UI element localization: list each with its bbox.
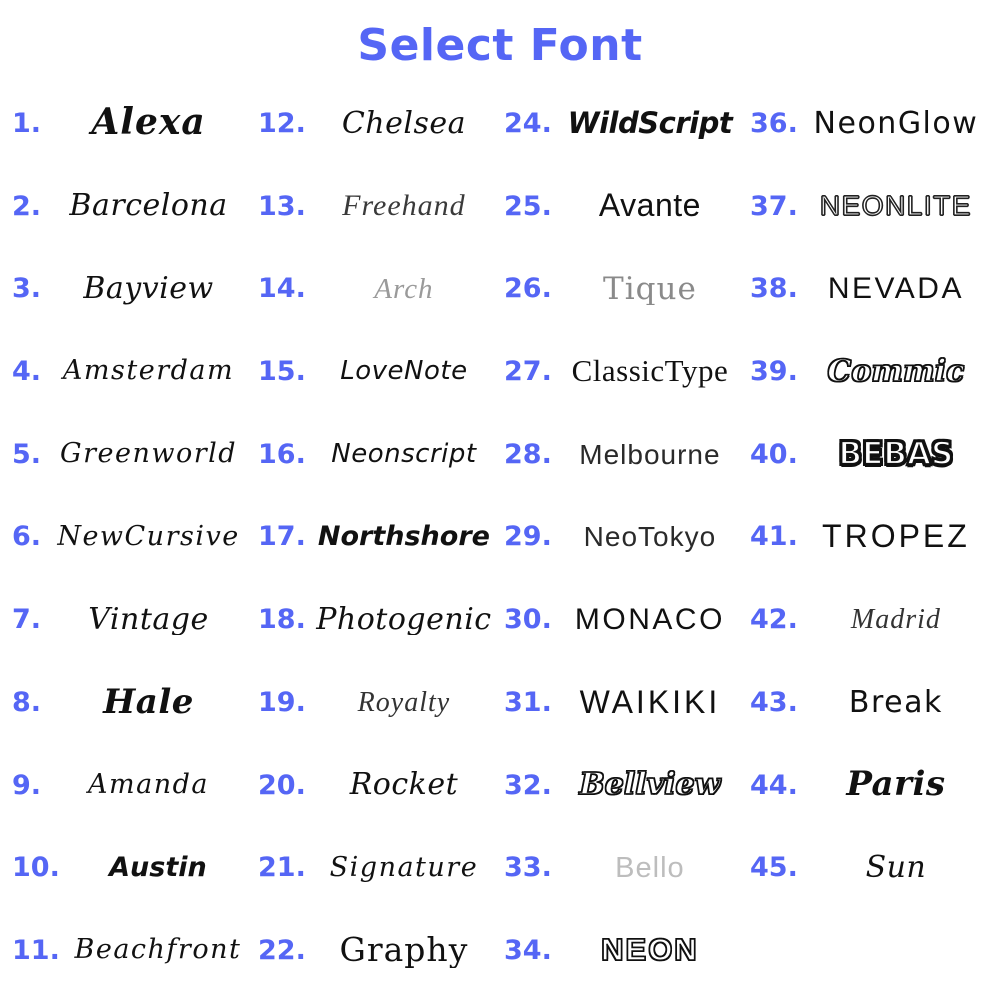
font-number: 42. — [750, 604, 798, 636]
font-name: Avante — [598, 189, 701, 223]
font-option-22[interactable] — [254, 909, 500, 992]
font-option-10[interactable] — [8, 827, 254, 910]
font-number: 34. — [504, 935, 552, 967]
font-option-30[interactable] — [500, 578, 746, 661]
font-name: NEONLITE — [819, 191, 972, 221]
font-number: 41. — [750, 521, 798, 553]
font-option-37[interactable] — [746, 247, 992, 330]
font-option-39[interactable] — [746, 413, 992, 496]
font-option-9[interactable] — [8, 744, 254, 827]
font-number: 26. — [504, 273, 552, 305]
font-number: 43. — [750, 686, 798, 718]
font-number: 25. — [504, 190, 552, 222]
font-number: 5. — [12, 438, 42, 470]
font-number: 44. — [750, 769, 798, 801]
font-name: Neonscript — [331, 440, 477, 468]
font-number: 3. — [12, 273, 42, 305]
font-number: 13. — [258, 190, 306, 222]
font-number: 27. — [504, 356, 552, 388]
font-option-11[interactable] — [8, 909, 254, 992]
font-number: 19. — [258, 686, 306, 718]
font-name: Greenworld — [60, 440, 238, 469]
font-name: Hale — [103, 684, 194, 721]
font-option-32[interactable] — [500, 744, 746, 827]
font-number: 39. — [750, 356, 798, 388]
font-name: Barcelona — [69, 190, 228, 222]
font-number: 21. — [258, 852, 306, 884]
font-number: 30. — [504, 604, 552, 636]
font-number: 20. — [258, 769, 306, 801]
font-name: Amanda — [88, 771, 209, 800]
font-number: 7. — [12, 604, 42, 636]
font-number: 40. — [750, 438, 798, 470]
font-name: Photogenic — [316, 603, 492, 636]
font-name: Bayview — [83, 273, 214, 305]
font-option-26[interactable] — [500, 247, 746, 330]
font-name: Break — [848, 686, 943, 719]
font-number: 6. — [12, 521, 42, 553]
font-option-44[interactable] — [746, 827, 992, 910]
font-number: 16. — [258, 438, 306, 470]
font-name: Rocket — [349, 769, 459, 801]
font-name: Chelsea — [341, 107, 466, 140]
font-name: Bello — [615, 852, 685, 884]
font-option-7[interactable] — [8, 578, 254, 661]
font-number: 1. — [12, 107, 42, 139]
font-name: ClassicType — [571, 355, 729, 388]
font-option-2[interactable] — [8, 165, 254, 248]
font-number: 31. — [504, 686, 552, 718]
font-name: Bellview — [579, 769, 721, 801]
font-option-33[interactable] — [500, 827, 746, 910]
font-name: Commic — [827, 355, 965, 388]
font-option-42[interactable] — [746, 661, 992, 744]
font-name: LoveNote — [340, 357, 468, 386]
font-number: 29. — [504, 521, 552, 553]
font-name: NEON — [601, 934, 699, 967]
font-name: NewCursive — [57, 522, 240, 552]
font-name: Austin — [109, 853, 207, 883]
font-option-3[interactable] — [8, 247, 254, 330]
font-option-45[interactable] — [746, 909, 992, 992]
font-name: Paris — [846, 767, 946, 804]
font-option-18[interactable] — [254, 578, 500, 661]
font-name: Graphy — [339, 933, 469, 968]
font-option-25[interactable] — [500, 165, 746, 248]
font-name: Signature — [329, 853, 479, 883]
font-number: 18. — [258, 604, 306, 636]
font-number: 11. — [12, 935, 60, 967]
font-number: 38. — [750, 273, 798, 305]
font-option-19[interactable] — [254, 661, 500, 744]
font-number: 22. — [258, 935, 306, 967]
font-number: 45. — [750, 852, 798, 884]
font-option-17[interactable] — [254, 496, 500, 579]
font-option-31[interactable] — [500, 661, 746, 744]
font-number: 14. — [258, 273, 306, 305]
page-title: Select Font — [357, 20, 643, 71]
font-option-38[interactable] — [746, 330, 992, 413]
font-option-34[interactable] — [500, 909, 746, 992]
font-number: 28. — [504, 438, 552, 470]
font-name: MONACO — [574, 603, 725, 636]
font-name: Alexa — [91, 104, 206, 143]
font-number: 15. — [258, 356, 306, 388]
font-option-41[interactable] — [746, 578, 992, 661]
font-number: 8. — [12, 686, 42, 718]
font-option-5[interactable] — [8, 413, 254, 496]
font-name: Melbourne — [579, 439, 721, 469]
font-name: Beachfront — [74, 936, 242, 965]
font-number: 4. — [12, 356, 42, 388]
font-option-27[interactable] — [500, 330, 746, 413]
font-name: Madrid — [850, 605, 941, 635]
font-number: 24. — [504, 107, 552, 139]
font-option-20[interactable] — [254, 744, 500, 827]
font-name: Sun — [865, 852, 927, 884]
font-option-1[interactable] — [8, 82, 254, 165]
font-number: 12. — [258, 107, 306, 139]
font-name: Royalty — [357, 687, 451, 718]
font-option-13[interactable] — [254, 165, 500, 248]
font-number: 2. — [12, 190, 42, 222]
font-option-15[interactable] — [254, 330, 500, 413]
font-name: NeonGlow — [813, 107, 979, 140]
font-name: NEVADA — [827, 273, 964, 305]
font-option-40[interactable] — [746, 496, 992, 579]
font-name: Vintage — [88, 603, 209, 636]
font-grid — [8, 82, 992, 992]
font-number: 17. — [258, 521, 306, 553]
font-option-28[interactable] — [500, 413, 746, 496]
font-option-14[interactable] — [254, 247, 500, 330]
font-option-43[interactable] — [746, 744, 992, 827]
font-name: Northshore — [317, 522, 490, 552]
font-option-4[interactable] — [8, 330, 254, 413]
font-number: 37. — [750, 190, 798, 222]
font-option-12[interactable] — [254, 82, 500, 165]
font-name: WildScript — [567, 108, 733, 139]
font-number: 10. — [12, 852, 60, 884]
font-name: Arch — [374, 273, 434, 305]
font-number: 33. — [504, 852, 552, 884]
font-name: TROPEZ — [822, 520, 970, 554]
font-name: BEBAS — [838, 437, 954, 471]
font-number: 36. — [750, 107, 798, 139]
font-option-21[interactable] — [254, 827, 500, 910]
font-option-6[interactable] — [8, 496, 254, 579]
font-option-29[interactable] — [500, 496, 746, 579]
font-option-16[interactable] — [254, 413, 500, 496]
font-option-24[interactable] — [500, 82, 746, 165]
font-name: NeoTokyo — [583, 522, 717, 552]
font-option-8[interactable] — [8, 661, 254, 744]
font-name: WAIKIKI — [579, 685, 721, 720]
font-name: Freehand — [342, 190, 466, 222]
font-name: Tique — [603, 272, 697, 306]
font-number: 32. — [504, 769, 552, 801]
font-option-35[interactable] — [746, 82, 992, 165]
font-number: 9. — [12, 769, 42, 801]
font-option-36[interactable] — [746, 165, 992, 248]
font-name: Amsterdam — [62, 357, 235, 386]
